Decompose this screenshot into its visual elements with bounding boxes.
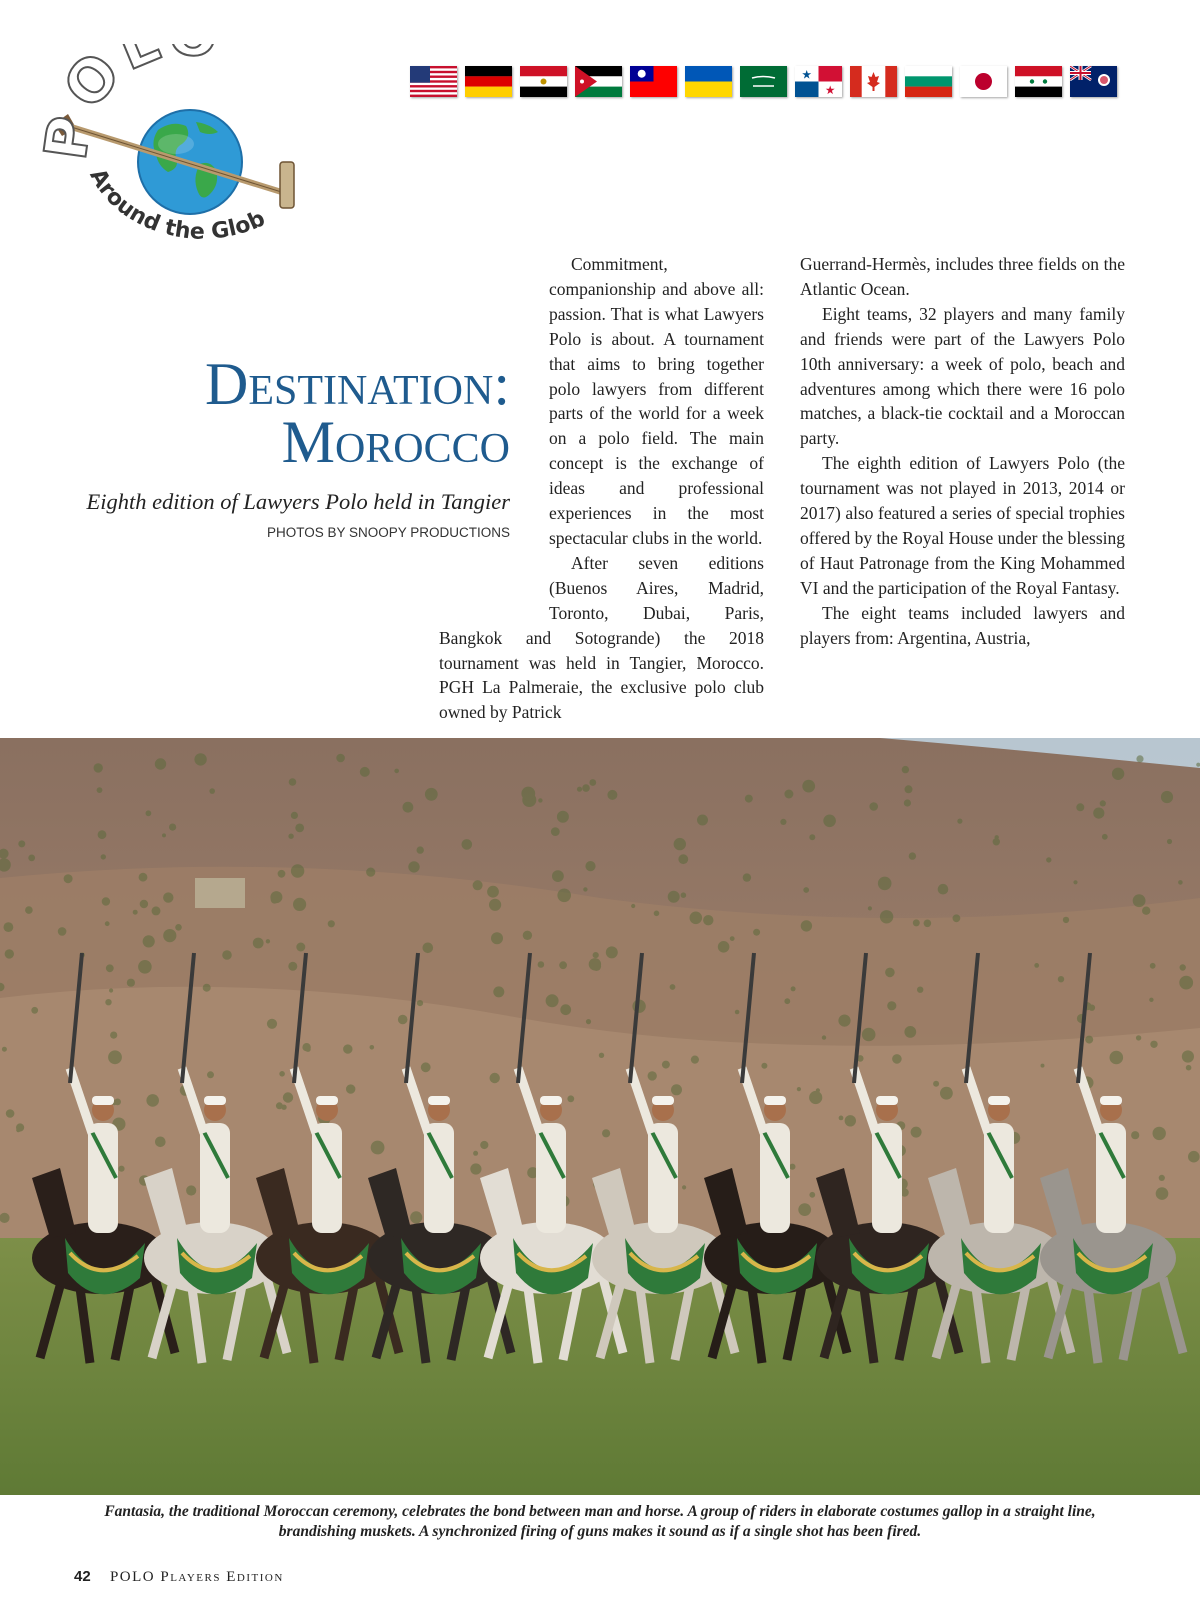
bush-shape: [106, 964, 114, 972]
bush-shape: [3, 922, 13, 932]
column-wrap-spacer: [439, 327, 549, 602]
bush-shape: [911, 1127, 922, 1138]
bush-shape: [938, 884, 949, 895]
bush-shape: [1167, 839, 1172, 844]
bush-shape: [592, 962, 601, 971]
bush-shape: [343, 1044, 352, 1053]
bush-shape: [791, 986, 796, 991]
bush-shape: [784, 790, 793, 799]
bush-shape: [902, 766, 909, 773]
bush-shape: [346, 1084, 355, 1093]
article-paragraph: After seven editions (Buenos Aires, Madrid, Toronto, Dubai, Paris, Bangkok and Sotogrande) the 2018 tournament was held in Tangier, Morocco. PGH La Palmeraie, the exclusive polo club owned by Patrick: [439, 552, 764, 723]
article-paragraph: The eighth edition of Lawyers Polo (the tournament was not played in 2013, 2014 or 2017) also featured a series of special trophies offered by the Royal House under the blessing of Haut Patronage from the King Mohammed VI and the participation of the Royal Fantasy.: [800, 453, 1125, 598]
bush-shape: [1178, 880, 1183, 885]
photo-illustration: [0, 738, 1200, 1495]
bush-shape: [1102, 834, 1108, 840]
bush-shape: [606, 946, 618, 958]
bush-shape: [31, 1007, 38, 1014]
logo-tagline: Around the Glob: [84, 164, 270, 245]
bush-shape: [682, 1185, 686, 1189]
bush-shape: [186, 1185, 196, 1195]
bush-shape: [163, 929, 176, 942]
flag-jordan-icon: [575, 66, 622, 97]
bush-shape: [671, 1084, 682, 1095]
bush-shape: [1133, 894, 1146, 907]
bush-shape: [668, 891, 680, 903]
bush-shape: [538, 798, 542, 802]
bush-shape: [203, 984, 211, 992]
bush-shape: [266, 939, 270, 943]
bush-shape: [1150, 963, 1156, 969]
bush-shape: [336, 754, 345, 763]
bush-shape: [538, 961, 545, 968]
bush-shape: [1073, 880, 1077, 884]
photo-credit: PHOTOS BY SNOOPY PRODUCTIONS: [266, 525, 510, 540]
bush-shape: [1188, 1151, 1200, 1163]
bush-shape: [276, 1102, 283, 1109]
bush-shape: [222, 950, 232, 960]
bush-shape: [789, 1164, 795, 1170]
bush-shape: [110, 1032, 117, 1039]
bush-shape: [862, 1028, 876, 1042]
bush-shape: [296, 943, 305, 952]
bush-shape: [802, 780, 815, 793]
bush-shape: [1041, 1064, 1045, 1068]
bush-shape: [139, 873, 148, 882]
bush-shape: [6, 1109, 15, 1118]
bush-shape: [489, 899, 501, 911]
bush-shape: [101, 854, 106, 859]
bush-shape: [904, 799, 911, 806]
bush-shape: [291, 864, 304, 877]
globe-with-polo-mallet-icon: [40, 44, 320, 274]
flags-row: [410, 66, 1117, 97]
bush-shape: [761, 1063, 767, 1069]
bush-shape: [631, 904, 635, 908]
bush-shape: [678, 854, 688, 864]
bush-shape: [797, 1087, 801, 1091]
bush-shape: [209, 788, 215, 794]
polo-around-the-globe-logo: [40, 44, 320, 274]
bush-shape: [1089, 1005, 1095, 1011]
article-paragraph: Commitment, companionship and above all: passion. That is what Lawyers Polo is about. A tournament that aims to bring together polo lawyers from different parts of the world for a week on a polo field. The main concept is the exchange of ideas and professional experiences in the most spectacular clubs in the world.: [549, 254, 764, 548]
bush-shape: [809, 1192, 815, 1198]
headline-line-1: Destination:: [205, 351, 510, 417]
flag-cayman-islands-icon: [1070, 66, 1117, 97]
bush-shape: [155, 1137, 166, 1148]
bush-shape: [118, 1166, 124, 1172]
bush-shape: [127, 979, 135, 987]
bush-shape: [1142, 907, 1150, 915]
article-column-1: [439, 252, 764, 725]
bush-shape: [1112, 768, 1124, 780]
bush-shape: [780, 819, 786, 825]
bush-shape: [1136, 755, 1143, 762]
bush-shape: [1085, 1036, 1093, 1044]
bush-shape: [648, 1071, 657, 1080]
bush-shape: [293, 898, 306, 911]
bush-shape: [809, 834, 815, 840]
bush-shape: [845, 1115, 856, 1126]
bush-shape: [559, 961, 567, 969]
bush-shape: [370, 1045, 375, 1050]
bush-shape: [491, 932, 503, 944]
page-footer: [74, 1568, 284, 1586]
flag-bulgaria-icon: [905, 66, 952, 97]
bush-shape: [163, 892, 173, 902]
bush-shape: [940, 1087, 953, 1100]
bush-shape: [328, 920, 335, 927]
bush-shape: [745, 795, 753, 803]
bush-shape: [546, 994, 559, 1007]
bush-shape: [917, 987, 923, 993]
bush-shape: [697, 815, 708, 826]
bush-shape: [1149, 998, 1153, 1002]
bush-shape: [271, 896, 279, 904]
bush-shape: [1150, 1041, 1157, 1048]
bush-shape: [869, 802, 878, 811]
bush-shape: [5, 949, 14, 958]
bush-shape: [904, 1026, 916, 1038]
bush-shape: [1131, 1131, 1139, 1139]
flag-japan-icon: [960, 66, 1007, 97]
bush-shape: [1093, 808, 1104, 819]
bush-shape: [1076, 803, 1084, 811]
bush-shape: [691, 1056, 699, 1064]
bush-shape: [703, 915, 713, 925]
bush-shape: [753, 929, 760, 936]
bush-shape: [102, 897, 110, 905]
bush-shape: [557, 889, 571, 903]
bush-shape: [868, 906, 872, 910]
bush-shape: [552, 870, 564, 882]
bush-shape: [1186, 1065, 1192, 1071]
bush-shape: [585, 861, 595, 871]
bush-shape: [593, 952, 599, 958]
bush-shape: [607, 790, 617, 800]
bush-shape: [803, 887, 809, 893]
bush-shape: [822, 1035, 826, 1039]
article-paragraph: Eight teams, 32 players and many family and friends were part of the Lawyers Polo 10th anniversary: a week of polo, beach and adventures among which there were 16 polo matches, a black-tie cocktail and a Moroccan party.: [800, 303, 1125, 449]
bush-shape: [2, 1047, 7, 1052]
bush-shape: [175, 924, 182, 931]
flag-germany-icon: [465, 66, 512, 97]
bush-shape: [1136, 1035, 1141, 1040]
bush-shape: [885, 968, 895, 978]
bush-shape: [58, 927, 67, 936]
bush-shape: [1179, 976, 1193, 990]
bush-shape: [305, 1047, 310, 1052]
bush-shape: [278, 870, 286, 878]
bush-shape: [735, 1010, 740, 1015]
bush-shape: [577, 787, 582, 792]
bush-shape: [730, 936, 735, 941]
bush-shape: [140, 900, 148, 908]
bush-shape: [957, 819, 962, 824]
bush-shape: [97, 787, 103, 793]
bush-shape: [267, 1019, 277, 1029]
bush-shape: [521, 787, 535, 801]
bush-shape: [146, 1094, 159, 1107]
bush-shape: [784, 998, 790, 1004]
bush-shape: [583, 887, 587, 891]
bush-shape: [1100, 800, 1106, 806]
bush-shape: [909, 852, 916, 859]
bush-shape: [1058, 976, 1064, 982]
bush-shape: [25, 906, 33, 914]
bush-shape: [599, 1053, 604, 1058]
bush-shape: [1063, 917, 1069, 923]
bush-shape: [878, 877, 892, 891]
article-paragraph: Guerrand-Hermès, includes three fields on the Atlantic Ocean.: [800, 254, 1125, 299]
bush-shape: [155, 758, 166, 769]
bush-shape: [1161, 791, 1173, 803]
bush-shape: [253, 938, 264, 949]
bush-shape: [480, 1141, 488, 1149]
bush-shape: [743, 873, 751, 881]
bush-shape: [493, 986, 504, 997]
bush-shape: [146, 810, 152, 816]
bush-shape: [560, 1004, 571, 1015]
flag-canada-icon: [850, 66, 897, 97]
bush-shape: [425, 788, 438, 801]
bush-shape: [194, 753, 206, 765]
bush-shape: [718, 941, 730, 953]
bush-shape: [1153, 1127, 1166, 1140]
bush-shape: [105, 999, 111, 1005]
bush-shape: [523, 931, 532, 940]
bush-shape: [662, 1061, 670, 1069]
bush-shape: [410, 1211, 422, 1223]
bush-shape: [98, 830, 107, 839]
bush-shape: [162, 833, 166, 837]
bush-shape: [417, 1000, 423, 1006]
bush-shape: [880, 910, 893, 923]
bush-shape: [586, 1019, 591, 1024]
bush-shape: [487, 886, 499, 898]
article-paragraph: The eight teams included lawyers and players from: Argentina, Austria,: [800, 602, 1125, 648]
bush-shape: [681, 892, 687, 898]
bush-shape: [670, 984, 676, 990]
bush-shape: [64, 874, 73, 883]
bush-shape: [1156, 1187, 1169, 1200]
bush-shape: [105, 921, 110, 926]
bush-shape: [295, 824, 304, 833]
bush-shape: [366, 868, 375, 877]
bush-shape: [423, 943, 434, 954]
article-subtitle: Eighth edition of Lawyers Polo held in Tangier: [86, 489, 510, 514]
bush-shape: [1034, 963, 1039, 968]
bush-shape: [551, 827, 560, 836]
bush-shape: [589, 779, 596, 786]
bush-shape: [838, 1015, 850, 1027]
bush-shape: [143, 935, 155, 947]
bush-shape: [892, 1054, 902, 1064]
bush-shape: [887, 1001, 896, 1010]
bush-shape: [473, 1151, 478, 1156]
bush-shape: [1182, 1050, 1194, 1062]
bush-shape: [993, 838, 1000, 845]
logo-word: OL: [49, 44, 173, 122]
bush-shape: [905, 785, 913, 793]
flag-egypt-icon: [520, 66, 567, 97]
bush-shape: [18, 840, 25, 847]
flag-panama-icon: [795, 66, 842, 97]
bush-shape: [823, 815, 836, 828]
bush-shape: [602, 1129, 610, 1137]
bush-shape: [924, 920, 932, 928]
bush-shape: [114, 1099, 121, 1106]
bush-shape: [913, 919, 920, 926]
bush-shape: [839, 1116, 844, 1121]
bush-shape: [138, 960, 152, 974]
flag-saudi-arabia-icon: [740, 66, 787, 97]
bush-shape: [690, 912, 703, 925]
bush-shape: [360, 767, 370, 777]
bush-shape: [1180, 964, 1186, 970]
page-number: 42: [74, 1568, 91, 1585]
bush-shape: [953, 914, 961, 922]
flag-taiwan-icon: [630, 66, 677, 97]
bush-shape: [152, 906, 161, 915]
publication-name: POLO Players Edition: [109, 1569, 284, 1585]
bush-shape: [207, 1071, 214, 1078]
bush-shape: [288, 962, 297, 971]
bush-shape: [470, 1163, 481, 1174]
bush-shape: [398, 1015, 408, 1025]
fantasia-riders-photo: [0, 738, 1200, 1495]
bush-shape: [654, 911, 660, 917]
bush-shape: [289, 778, 297, 786]
bush-shape: [288, 834, 293, 839]
bush-shape: [809, 1091, 822, 1104]
bush-shape: [490, 1073, 500, 1083]
bush-shape: [109, 988, 113, 992]
bush-shape: [473, 880, 483, 890]
bush-shape: [403, 802, 414, 813]
bush-shape: [371, 1141, 385, 1155]
bush-shape: [1046, 857, 1051, 862]
bush-shape: [133, 910, 138, 915]
bush-shape: [16, 1128, 20, 1132]
flag-syria-icon: [1015, 66, 1062, 97]
bush-shape: [283, 1092, 293, 1102]
bush-shape: [408, 861, 419, 872]
bush-shape: [394, 769, 399, 774]
bush-shape: [582, 784, 590, 792]
photo-caption: Fantasia, the traditional Moroccan ceremony, celebrates the bond between man and horse. A group of riders in elaborate costumes gallop in a straight line, brandishing muskets. A synchronized firing of guns makes it sound as if a single shot has been fired.: [104, 1503, 1096, 1540]
headline-line-2: Morocco: [281, 409, 510, 475]
bush-shape: [169, 824, 176, 831]
bush-shape: [674, 838, 686, 850]
bush-shape: [557, 811, 569, 823]
bush-shape: [933, 1081, 939, 1087]
bush-shape: [462, 839, 473, 850]
flag-ukraine-icon: [685, 66, 732, 97]
flag-usa-icon: [410, 66, 457, 97]
bush-shape: [567, 1095, 574, 1102]
bush-shape: [94, 763, 103, 772]
bush-shape: [1110, 1051, 1124, 1065]
bush-shape: [798, 1203, 811, 1216]
article-column-2: [800, 252, 1125, 651]
bush-shape: [28, 855, 35, 862]
bush-shape: [421, 1062, 431, 1072]
bush-shape: [108, 1050, 122, 1064]
bush-shape: [801, 920, 812, 931]
bush-shape: [417, 846, 424, 853]
bush-shape: [279, 1071, 285, 1077]
bush-shape: [291, 812, 298, 819]
bush-shape: [1159, 1175, 1165, 1181]
